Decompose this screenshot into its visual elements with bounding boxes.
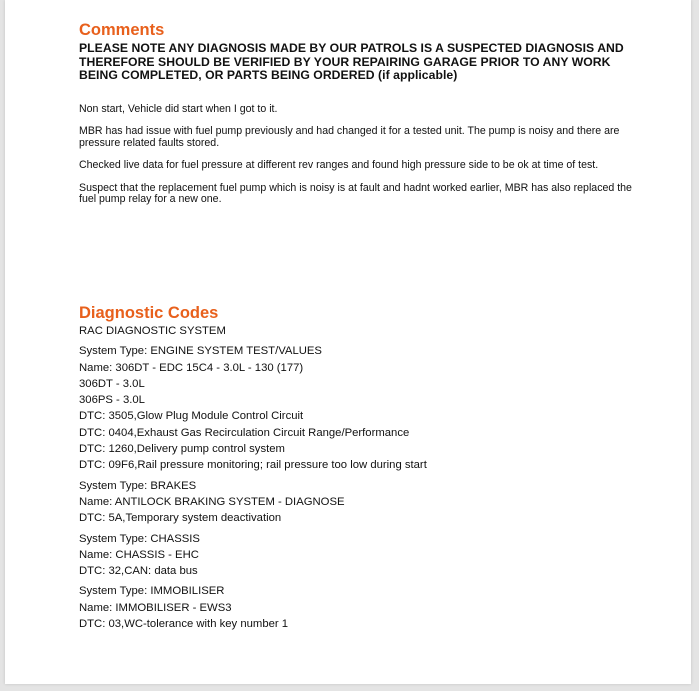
diagnostic-group-engine [79,343,639,473]
diagnostic-line: System Type: CHASSIS [79,532,200,545]
diagnostic-line: DTC: 03,WC-tolerance with key number 1 [79,618,289,631]
diagnostic-codes-section [79,303,639,632]
diagnostic-line: System Type: BRAKES [79,479,197,492]
document-page [5,0,691,684]
diagnostic-system-name: RAC DIAGNOSTIC SYSTEM [79,325,226,337]
diagnostic-line: System Type: ENGINE SYSTEM TEST/VALUES [79,345,322,358]
diagnostic-line: DTC: 09F6,Rail pressure monitoring; rail pressure too low during start [79,459,427,472]
comments-body [79,104,639,206]
comments-heading: Comments [79,21,165,39]
diagnostic-line: Name: 306DT - EDC 15C4 - 3.0L - 130 (177) [79,361,304,374]
diagnostic-group-chassis [79,531,639,580]
diagnostic-line: Name: IMMOBILISER - EWS3 [79,601,232,614]
diagnostic-line: 306PS - 3.0L [79,394,145,407]
document-content [79,20,639,631]
diagnostic-line: Name: CHASSIS - EHC [79,548,199,561]
diagnostic-line: DTC: 0404,Exhaust Gas Recirculation Circuit Range/Performance [79,426,410,439]
diagnostic-codes-heading: Diagnostic Codes [79,304,219,322]
comment-paragraph: MBR has had issue with fuel pump previously and had changed it for a tested unit. The pump is noisy and there are pressure related faults stored. [79,125,620,149]
diagnostic-line: DTC: 1260,Delivery pump control system [79,443,285,456]
comment-paragraph: Non start, Vehicle did start when I got to it. [79,102,278,115]
diagnostic-line: Name: ANTILOCK BRAKING SYSTEM - DIAGNOSE [79,495,345,508]
diagnostic-line: 306DT - 3.0L [79,377,145,390]
diagnostic-line: DTC: 32,CAN: data bus [79,565,198,578]
diagnostic-line: System Type: IMMOBILISER [79,585,225,598]
comment-paragraph: Suspect that the replacement fuel pump which is noisy is at fault and hadnt worked earlier, MBR has also replaced the fuel pump relay for a new one. [79,181,632,205]
diagnostic-group-brakes [79,478,639,527]
diagnosis-disclaimer: PLEASE NOTE ANY DIAGNOSIS MADE BY OUR PATROLS IS A SUSPECTED DIAGNOSIS AND THEREFORE SHOULD BE VERIFIED BY YOUR REPAIRING GARAGE PRIOR TO ANY WORK BEING COMPLETED, OR PARTS BEING ORDERED (if applicable) [79,41,624,82]
comments-section [79,20,639,206]
diagnostic-line: DTC: 5A,Temporary system deactivation [79,512,282,525]
comment-paragraph: Checked live data for fuel pressure at different rev ranges and found high pressure side to be ok at time of test. [79,159,599,171]
diagnostic-line: DTC: 3505,Glow Plug Module Control Circuit [79,410,304,423]
diagnostic-group-immobiliser [79,583,639,632]
